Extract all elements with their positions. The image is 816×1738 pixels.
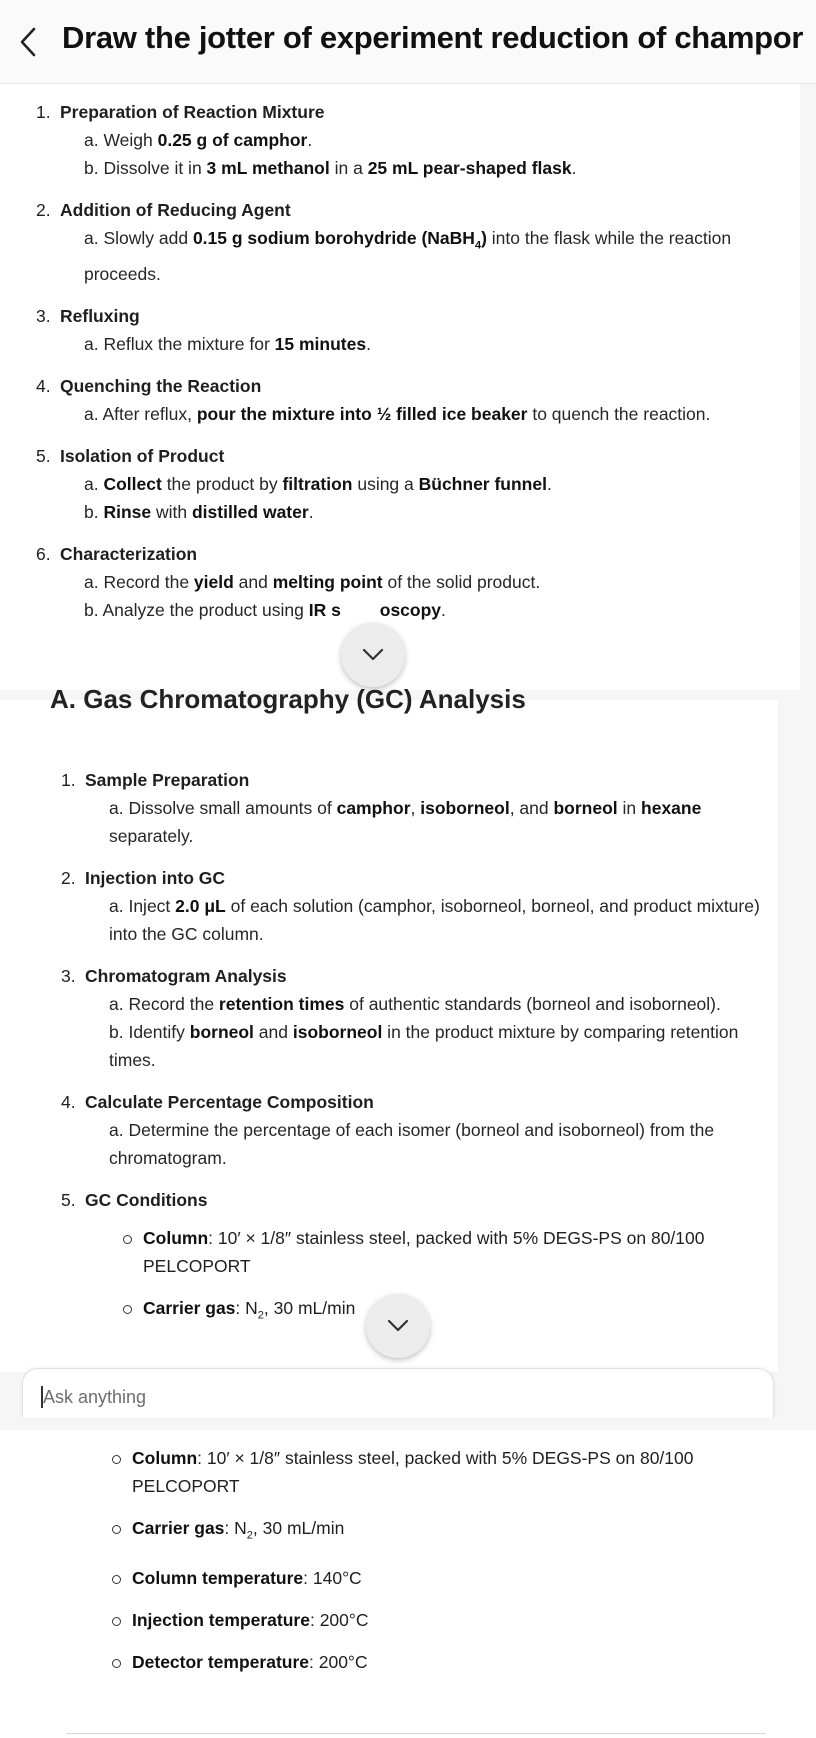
sub-step: a. Weigh 0.25 g of camphor. [84, 130, 313, 150]
step-title: Refluxing [60, 305, 140, 326]
step-title: Chromatogram Analysis [85, 966, 287, 986]
sub-step: a. After reflux, pour the mixture into ½ filled ice beaker to quench the reaction. [84, 403, 711, 424]
list-item: Carrier gas: $N_2$, 30 mL/min [119, 1294, 749, 1330]
step-number: 4. [61, 1092, 76, 1112]
gc-conditions-list [119, 1224, 749, 1330]
step-title: Injection into GC [85, 868, 225, 888]
list-item: Column: 10′ × 1/8″ stainless steel, packed with 5% DEGS-PS on 80/100 PELCOPORT [108, 1444, 768, 1500]
sub-step: b. Analyze the product using IR s oscopy. [84, 599, 446, 620]
scroll-down-button[interactable] [366, 1294, 430, 1358]
list-item [36, 302, 760, 358]
divider [66, 1733, 766, 1734]
gc-steps-list [61, 766, 765, 1344]
step-number: 5. [61, 1190, 76, 1210]
sub-step: a. Record the yield and melting point of the solid product. [84, 571, 541, 592]
step-number: 4. [36, 375, 51, 396]
step-number: 3. [36, 305, 51, 326]
list-item [36, 196, 760, 288]
gc-conditions-list [108, 1444, 768, 1690]
step-number: 6. [36, 543, 51, 564]
list-item [61, 864, 765, 948]
list-item [61, 1088, 765, 1172]
top-bar [0, 0, 816, 84]
sub-step: b. Dissolve it in 3 mL methanol in a 25 mL pear-shaped flask. [84, 158, 577, 178]
scroll-down-button[interactable] [341, 623, 405, 687]
step-title: Quenching the Reaction [60, 375, 262, 396]
chat-input-placeholder: Ask anything [43, 1387, 147, 1407]
step-number: 1. [61, 770, 76, 790]
step-title: GC Conditions [85, 1190, 208, 1210]
sub-step: a. Inject 2.0 μL of each solution (camphor, isoborneol, borneol, and product mixture) into the GC column. [109, 896, 760, 944]
chevron-down-icon [387, 1319, 409, 1333]
step-number: 5. [36, 445, 51, 466]
back-button[interactable] [10, 22, 46, 62]
sub-step: b. Identify borneol and isoborneol in the product mixture by comparing retention times. [109, 1022, 739, 1070]
list-item [36, 372, 760, 428]
list-item [36, 540, 760, 624]
sub-step: a. Dissolve small amounts of camphor, isoborneol, and borneol in hexane separately. [109, 798, 702, 846]
response-panel-gc [0, 684, 778, 1372]
procedure-list [36, 98, 760, 638]
list-item [36, 98, 760, 182]
step-number: 2. [36, 200, 51, 220]
chevron-down-icon [362, 648, 384, 662]
sub-step: a. Collect the product by filtration using a Büchner funnel. [84, 473, 552, 494]
list-item [61, 962, 765, 1074]
sub-step: b. Rinse with distilled water. [84, 501, 314, 522]
response-panel-gc-conditions [0, 1430, 816, 1738]
chat-input[interactable] [22, 1368, 774, 1418]
step-title: Addition of Reducing Agent [60, 200, 291, 220]
response-panel-procedure [0, 84, 800, 690]
step-number: 2. [61, 868, 76, 888]
list-item: Carrier gas: $N_2$, 30 mL/min [108, 1514, 768, 1550]
list-item [36, 442, 760, 526]
list-item: Detector temperature: 200°C [108, 1648, 768, 1676]
step-title: Sample Preparation [85, 770, 250, 790]
page-title: Draw the jotter of experiment reduction of champor [62, 20, 804, 55]
list-item [61, 766, 765, 850]
list-item: Column temperature: 140°C [108, 1564, 768, 1592]
sub-step: a. Determine the percentage of each isomer (borneol and isoborneol) from the chromatogram. [109, 1120, 715, 1168]
sub-step: a. Slowly add 0.15 g sodium borohydride (NaBH$_4$) into the flask while the reaction proceeds. [84, 228, 732, 284]
list-item: Injection temperature: 200°C [108, 1606, 768, 1634]
section-heading: A. Gas Chromatography (GC) Analysis [50, 684, 526, 714]
step-number: 1. [36, 102, 51, 122]
sub-step: a. Reflux the mixture for 15 minutes. [84, 333, 371, 354]
chevron-left-icon [18, 27, 38, 57]
sub-step: a. Record the retention times of authentic standards (borneol and isoborneol). [109, 994, 721, 1014]
step-title: Preparation of Reaction Mixture [60, 102, 325, 122]
step-title: Isolation of Product [60, 445, 225, 466]
step-number: 3. [61, 966, 76, 986]
step-title: Characterization [60, 543, 198, 564]
step-title: Calculate Percentage Composition [85, 1092, 374, 1112]
list-item: Column: 10′ × 1/8″ stainless steel, packed with 5% DEGS-PS on 80/100 PELCOPORT [119, 1224, 749, 1280]
